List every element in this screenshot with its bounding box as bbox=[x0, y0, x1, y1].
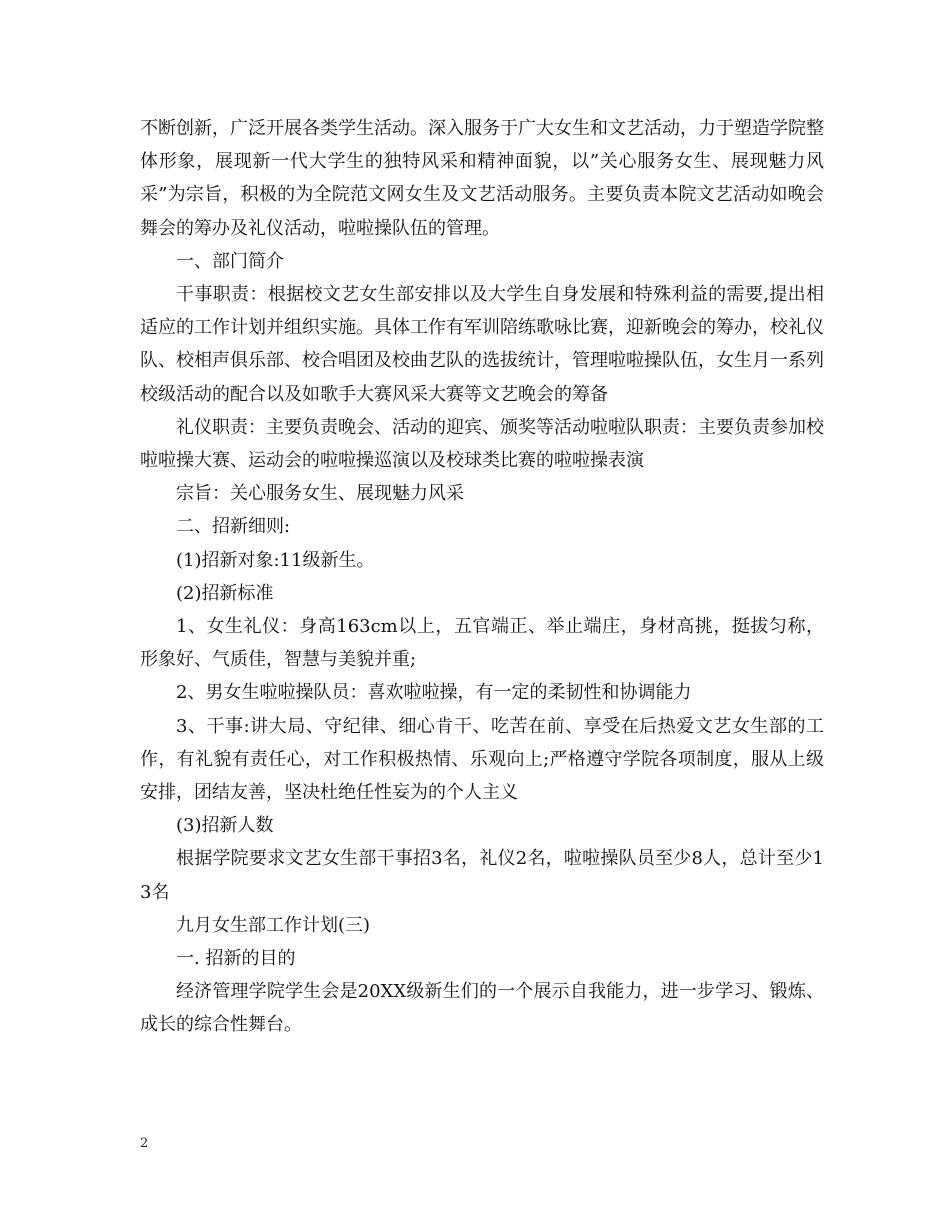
paragraph-recruitment-count: 根据学院要求文艺女生部干事招3名，礼仪2名，啦啦操队员至少8人，总计至少13名 bbox=[140, 848, 824, 903]
page-number: 2 bbox=[140, 1136, 149, 1151]
paragraph-purpose: 宗旨：关心服务女生、展现魅力风采 bbox=[176, 483, 464, 505]
paragraph-etiquette-duties: 礼仪职责：主要负责晚会、活动的迎宾、颁奖等活动啦啦队职责：主要负责参加校啦啦操大赛、运动会的啦啦操巡演以及校球类比赛的啦啦操表演 bbox=[140, 416, 824, 472]
paragraph-recruitment-target: (1)招新对象:11级新生。 bbox=[176, 549, 375, 571]
heading-department-intro: 一、部门简介 bbox=[176, 250, 284, 272]
heading-plan-three: 九月女生部工作计划(三) bbox=[176, 914, 371, 936]
paragraph-staff-duties: 干事职责：根据校文艺女生部安排以及大学生自身发展和特殊利益的需要,提出相适应的工作计划并组织实施。具体工作有军训陪练歌咏比赛，迎新晚会的筹办，校礼仪队、校相声俱乐部、校合唱团及校曲艺队的选拔统计，管理啦啦操队伍，女生月一系列校级活动的配合以及如歌手大赛风采大赛等文艺晚会的筹备 bbox=[140, 284, 824, 405]
heading-recruitment-standards: (2)招新标准 bbox=[176, 582, 274, 604]
heading-recruitment-count: (3)招新人数 bbox=[176, 815, 274, 837]
paragraph-standard-etiquette: 1、女生礼仪：身高163cm以上，五官端正、举止端庄，身材高挑，挺拔匀称，形象好、气质佳，智慧与美貌并重; bbox=[140, 616, 824, 671]
heading-recruitment-purpose: 一. 招新的目的 bbox=[176, 948, 296, 970]
document-body bbox=[140, 112, 824, 1042]
paragraph-standard-cheerleading: 2、男女生啦啦操队员：喜欢啦啦操，有一定的柔韧性和协调能力 bbox=[176, 682, 692, 704]
paragraph-recruitment-purpose: 经济管理学院学生会是20XX级新生们的一个展示自我能力，进一步学习、锻炼、成长的综合性舞台。 bbox=[140, 981, 824, 1036]
heading-recruitment-rules: 二、招新细则: bbox=[176, 516, 291, 538]
paragraph-intro: 不断创新，广泛开展各类学生活动。深入服务于广大女生和文艺活动，力于塑造学院整体形象，展现新一代大学生的独特风采和精神面貌，以”关心服务女生、展现魅力风采”为宗旨，积极的为全院范文网女生及文艺活动服务。主要负责本院文艺活动如晚会舞会的筹办及礼仪活动，啦啦操队伍的管理。 bbox=[140, 118, 824, 239]
paragraph-standard-staff: 3、干事:讲大局、守纪律、细心肯干、吃苦在前、享受在后热爱文艺女生部的工作，有礼貌有责任心，对工作积极热情、乐观向上;严格遵守学院各项制度，服从上级安排，团结友善，坚决杜绝任性妄为的个人主义 bbox=[140, 715, 824, 804]
